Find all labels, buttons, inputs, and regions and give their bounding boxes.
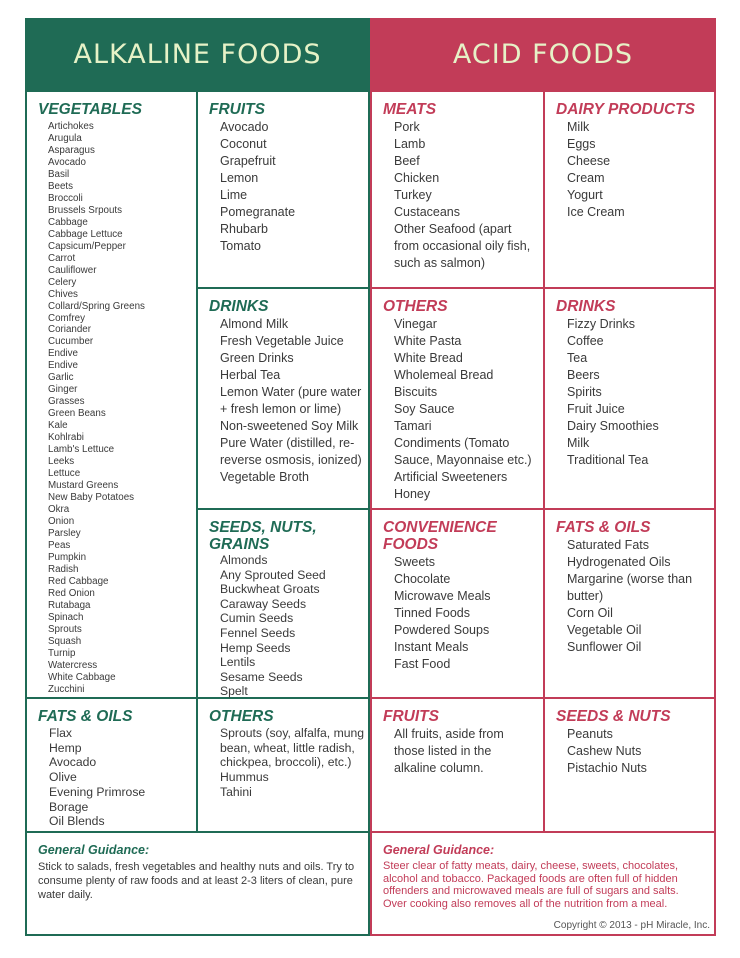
list-item: Evening Primrose: [49, 784, 146, 799]
list-item: Sweets: [394, 555, 435, 569]
list-item: Soy Sauce: [394, 402, 455, 416]
alkaline-divider: [25, 831, 370, 833]
list-item: Coriander: [48, 324, 92, 336]
list-item: Avocado: [49, 755, 97, 770]
section-title: OTHERS: [209, 708, 274, 725]
alkaline-guidance: [27, 835, 368, 902]
list-item: Instant Meals: [394, 640, 469, 654]
list-item: Hydrogenated Oils: [567, 555, 671, 569]
list-item: Green Beans: [48, 408, 106, 420]
acid-others-list: [394, 316, 543, 503]
list-item: Microwave Meals: [394, 589, 491, 603]
list-item: Tamari: [394, 419, 432, 433]
list-item: Mustard Greens: [48, 480, 119, 492]
acid-drinks-section: [545, 289, 714, 469]
list-item: Lime: [220, 188, 248, 202]
list-item: Wholemeal Bread: [394, 368, 494, 382]
list-item: White Bread: [394, 351, 463, 365]
list-item: Vegetable Broth: [220, 470, 309, 484]
list-item: Cheese: [567, 154, 611, 168]
acid-divider: [370, 831, 716, 833]
list-item: Sauce, Mayonnaise etc.): [394, 453, 532, 467]
list-item: from occasional oily fish,: [394, 239, 531, 253]
list-item: All fruits, aside from: [394, 727, 504, 741]
list-item: Caraway Seeds: [220, 596, 307, 611]
list-item: Spelt: [220, 684, 248, 699]
section-title: FRUITS: [383, 708, 439, 725]
list-item: Almonds: [220, 553, 268, 567]
list-item: Rutabaga: [48, 599, 91, 611]
guidance-text: Stick to salads, fresh vegetables and healthy nuts and oils. Try to consume plenty of raw foods and at least 2-3 liters of clean, pure water daily.: [38, 861, 355, 901]
list-item: Hemp Seeds: [220, 640, 291, 655]
list-item: Pure Water (distilled, re-: [220, 436, 355, 450]
list-item: Lamb's Lettuce: [48, 444, 115, 456]
list-item: Milk: [567, 120, 590, 134]
list-item: Endive: [48, 348, 78, 360]
list-item: Peas: [48, 539, 71, 551]
list-item: + fresh lemon or lime): [220, 402, 342, 416]
list-item: Asparagus: [48, 144, 95, 156]
list-item: chickpea, broccoli), etc.): [220, 755, 352, 770]
section-title: FATS & OILS: [38, 708, 133, 725]
list-item: such as salmon): [394, 256, 486, 270]
acid-meats-section: [372, 92, 543, 272]
acid-meats-list: [394, 119, 543, 272]
acid-fats-list: [567, 537, 714, 656]
alkaline-header: ALKALINE FOODS: [25, 18, 370, 90]
list-item: Ice Cream: [567, 205, 625, 219]
list-item: Yogurt: [567, 188, 603, 202]
acid-fats-section: [545, 510, 714, 656]
list-item: Sesame Seeds: [220, 669, 303, 684]
list-item: Chicken: [394, 171, 440, 185]
list-item: Watercress: [48, 659, 98, 671]
list-item: Cabbage: [48, 216, 88, 228]
list-item: Sunflower Oil: [567, 640, 642, 654]
list-item: Pistachio Nuts: [567, 761, 647, 775]
acid-header: ACID FOODS: [370, 18, 716, 90]
list-item: Other Seafood (apart: [394, 222, 512, 236]
list-item: Buckwheat Groats: [220, 582, 320, 597]
section-title: CONVENIENCE FOODS: [383, 519, 497, 553]
acid-dairy-list: [567, 119, 714, 221]
acid-seeds-list: [567, 726, 714, 777]
acid-guidance: [372, 835, 714, 910]
list-item: Celery: [48, 276, 77, 288]
alkaline-seeds-section: [198, 510, 368, 699]
list-item: Vegetable Oil: [567, 623, 642, 637]
list-item: Saturated Fats: [567, 538, 649, 552]
section-title: DRINKS: [209, 298, 269, 315]
list-item: Olive: [49, 770, 77, 785]
acid-convenience-section: [372, 510, 543, 673]
list-item: White Cabbage: [48, 671, 116, 683]
list-item: Powdered Soups: [394, 623, 490, 637]
list-item: Chocolate: [394, 572, 451, 586]
alkaline-drinks-section: [198, 289, 368, 486]
list-item: bean, wheat, little radish,: [220, 740, 355, 755]
list-item: Tahini: [220, 784, 252, 799]
alkaline-seeds-list: [220, 553, 368, 699]
section-title: FATS & OILS: [556, 519, 651, 536]
guidance-title: General Guidance:: [383, 843, 495, 857]
section-title: DAIRY PRODUCTS: [556, 101, 695, 118]
list-item: Almond Milk: [220, 317, 289, 331]
section-title: FRUITS: [209, 101, 265, 118]
list-item: Cucumber: [48, 336, 94, 348]
list-item: Lettuce: [48, 468, 81, 480]
list-item: Beers: [567, 368, 600, 382]
list-item: Honey: [394, 487, 431, 501]
alkaline-drinks-list: [220, 316, 368, 486]
list-item: Dairy Smoothies: [567, 419, 659, 433]
list-item: Sprouts: [48, 623, 82, 635]
list-item: Okra: [48, 504, 70, 515]
list-item: Comfrey: [48, 312, 86, 324]
list-item: Pumpkin: [48, 551, 87, 563]
alkaline-others-section: [198, 699, 368, 800]
list-item: those listed in the: [394, 744, 492, 758]
list-item: Grasses: [48, 396, 85, 408]
list-item: Parsley: [48, 527, 81, 539]
list-item: Tomato: [220, 239, 261, 253]
list-item: Leeks: [48, 456, 75, 468]
list-item: Broccoli: [48, 192, 83, 204]
list-item: Coffee: [567, 334, 604, 348]
list-item: Basil: [48, 168, 70, 180]
section-title: VEGETABLES: [38, 101, 142, 118]
copyright: Copyright © 2013 - pH Miracle, Inc.: [553, 920, 710, 931]
list-item: Cashew Nuts: [567, 744, 642, 758]
alkaline-vegetables-list: [48, 121, 196, 696]
list-item: reverse osmosis, ionized): [220, 453, 362, 467]
list-item: Peanuts: [567, 727, 613, 741]
list-item: Fennel Seeds: [220, 625, 296, 640]
list-item: Endive: [48, 360, 78, 372]
list-item: Fresh Vegetable Juice: [220, 334, 344, 348]
list-item: Tinned Foods: [394, 606, 470, 620]
list-item: Pomegranate: [220, 205, 296, 219]
alkaline-fruits-section: [198, 92, 368, 255]
list-item: Garlic: [48, 372, 74, 384]
list-item: Any Sprouted Seed: [220, 567, 326, 582]
alkaline-fats-list: [49, 726, 196, 829]
list-item: Onion: [48, 515, 75, 527]
list-item: Red Cabbage: [48, 575, 109, 587]
list-item: Zucchini: [48, 683, 85, 695]
list-item: Coconut: [220, 137, 267, 151]
list-item: Pork: [394, 120, 420, 134]
list-item: alkaline column.: [394, 761, 484, 775]
list-item: Margarine (worse than: [567, 572, 693, 586]
acid-convenience-list: [394, 554, 543, 673]
list-item: Arugula: [48, 132, 82, 144]
section-title: MEATS: [383, 101, 437, 118]
list-item: Lentils: [220, 655, 256, 670]
guidance-title: General Guidance:: [38, 843, 150, 857]
list-item: Traditional Tea: [567, 453, 649, 467]
alkaline-vegetables-section: [27, 92, 196, 696]
list-item: Squash: [48, 635, 82, 647]
list-item: Borage: [49, 799, 89, 814]
list-item: Grapefruit: [220, 154, 276, 168]
list-item: Artichokes: [48, 121, 94, 132]
list-item: Custaceans: [394, 205, 461, 219]
list-item: Avocado: [48, 156, 86, 168]
list-item: Corn Oil: [567, 606, 613, 620]
list-item: Cabbage Lettuce: [48, 228, 123, 240]
list-item: Rhubarb: [220, 222, 268, 236]
list-item: Brussels Srpouts: [48, 204, 123, 216]
list-item: Radish: [48, 563, 79, 575]
list-item: Fizzy Drinks: [567, 317, 636, 331]
section-title: OTHERS: [383, 298, 448, 315]
list-item: Kale: [48, 420, 68, 432]
list-item: Spinach: [48, 611, 84, 623]
list-item: butter): [567, 589, 604, 603]
section-title: DRINKS: [556, 298, 616, 315]
acid-others-section: [372, 289, 543, 503]
list-item: White Pasta: [394, 334, 462, 348]
acid-dairy-section: [545, 92, 714, 221]
list-item: Carrot: [48, 252, 76, 264]
list-item: Sprouts (soy, alfalfa, mung: [220, 726, 365, 740]
list-item: Chives: [48, 288, 78, 300]
list-item: Oil Blends: [49, 814, 105, 829]
acid-fruits-section: [372, 699, 543, 777]
acid-seeds-section: [545, 699, 714, 777]
list-item: Lamb: [394, 137, 426, 151]
alkaline-others-list: [220, 726, 368, 800]
list-item: Red Onion: [48, 587, 95, 599]
list-item: Vinegar: [394, 317, 437, 331]
list-item: Flax: [49, 726, 73, 740]
section-title: SEEDS & NUTS: [556, 708, 671, 725]
list-item: Artificial Sweeteners: [394, 470, 508, 484]
list-item: Spirits: [567, 385, 602, 399]
section-title: SEEDS, NUTS, GRAINS: [209, 519, 317, 553]
list-item: Turnip: [48, 647, 76, 659]
list-item: Fast Food: [394, 657, 451, 671]
list-item: Avocado: [220, 120, 269, 134]
list-item: Hummus: [220, 770, 269, 785]
list-item: Collard/Spring Greens: [48, 300, 145, 312]
list-item: Turkey: [394, 188, 432, 202]
acid-drinks-list: [567, 316, 714, 469]
list-item: New Baby Potatoes: [48, 492, 135, 504]
list-item: Cumin Seeds: [220, 611, 294, 626]
list-item: Green Drinks: [220, 351, 294, 365]
list-item: Condiments (Tomato: [394, 436, 510, 450]
list-item: Non-sweetened Soy Milk: [220, 419, 359, 433]
acid-fruits-list: [394, 726, 543, 777]
list-item: Eggs: [567, 137, 596, 151]
list-item: Cream: [567, 171, 605, 185]
alkaline-fruits-list: [220, 119, 368, 255]
list-item: Kohlrabi: [48, 432, 84, 444]
list-item: Lemon: [220, 171, 259, 185]
alkaline-fats-section: [27, 699, 196, 829]
list-item: Beef: [394, 154, 420, 168]
list-item: Tea: [567, 351, 588, 365]
list-item: Biscuits: [394, 385, 438, 399]
list-item: Hemp: [49, 740, 82, 755]
list-item: Beets: [48, 180, 74, 192]
list-item: Fruit Juice: [567, 402, 625, 416]
list-item: Milk: [567, 436, 590, 450]
list-item: Lemon Water (pure water: [220, 385, 362, 399]
list-item: Capsicum/Pepper: [48, 240, 126, 252]
guidance-text: Steer clear of fatty meats, dairy, cheese, sweets, chocolates, alcohol and tobacco. Packaged foods are often full of hidden offenders and microwaved meals are full of sugars and salts. Over cooking also removes all of the nutrition from a meal.: [383, 860, 679, 910]
list-item: Ginger: [48, 384, 78, 396]
list-item: Cauliflower: [48, 264, 97, 276]
list-item: Herbal Tea: [220, 368, 281, 382]
